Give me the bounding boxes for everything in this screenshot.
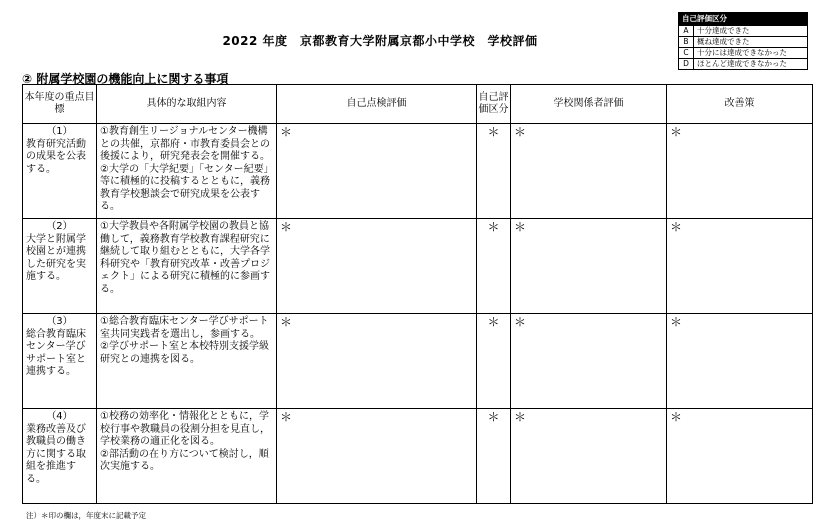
self-eval-cell [277,219,477,314]
action-item: ②大学の「大学紀要」「センター紀要」等に積極的に投稿するとともに，義務教育学校懇談会で研究成果を公表する。 [100,163,270,212]
legend-text: 概ね達成できた [697,37,750,46]
goal-cell [23,219,97,314]
header-improvement: 改善策 [667,85,813,124]
legend-text: 十分達成できた [697,26,750,35]
pending-mark: ＊ [670,410,683,424]
header-goal: 本年度の重点目標 [23,85,97,124]
action-item: ①総合教育臨床センター学びサポート室共同実践者を選出し，参画する。 [100,316,269,340]
legend-row [679,58,807,69]
goal-cell [23,124,97,219]
category-cell [477,124,511,219]
legend-text: ほとんど達成できなかった [697,59,787,68]
header-actions: 具体的な取組内容 [97,85,277,124]
actions-cell [97,219,277,314]
legend-row [679,47,807,58]
pending-mark: ＊ [514,315,527,329]
self-eval-cell [277,124,477,219]
pending-mark: ＊ [280,125,293,139]
goal-text: 大学と附属学校園とが連携した研究を実施する。 [26,233,86,282]
pending-mark: ＊ [487,125,500,139]
goal-number: （1） [46,126,73,137]
goal-text: 業務改善及び教職員の働き方に関する取組を推進する。 [26,423,86,485]
pending-mark: ＊ [670,315,683,329]
improvement-cell [667,409,813,504]
footnote: 注）＊印の欄は，年度末に記載予定 [26,511,146,520]
header-category: 自己評価区分 [477,85,511,124]
improvement-cell [667,124,813,219]
goal-cell [23,314,97,409]
evaluation-legend [678,12,808,70]
table-row [23,409,813,504]
header-self-eval: 自己点検評価 [277,85,477,124]
legend-row [679,25,807,36]
pending-mark: ＊ [280,220,293,234]
pending-mark: ＊ [670,125,683,139]
table-row [23,219,813,314]
stakeholder-cell [511,314,667,409]
actions-cell [97,124,277,219]
improvement-cell [667,314,813,409]
pending-mark: ＊ [514,125,527,139]
action-item: ①大学教員や各附属学校園の教員と協働して，義務教育学校教育課程研究に継続して取り組むとともに，大学各学科研究や「教育研究改革・改善プロジェクト」による研究に積極的に参画する。 [100,221,270,295]
legend-code: C [679,48,694,58]
pending-mark: ＊ [514,410,527,424]
legend-row [679,36,807,47]
pending-mark: ＊ [487,220,500,234]
table-row [23,314,813,409]
pending-mark: ＊ [280,315,293,329]
goal-number: （3） [46,316,73,327]
pending-mark: ＊ [280,410,293,424]
legend-title: 自己評価区分 [679,13,807,25]
self-eval-cell [277,409,477,504]
category-cell [477,219,511,314]
stakeholder-cell [511,219,667,314]
pending-mark: ＊ [487,315,500,329]
pending-mark: ＊ [670,220,683,234]
section-title: ② 附属学校園の機能向上に関する事項 [22,72,229,86]
goal-number: （4） [46,411,73,422]
header-row [23,85,813,124]
legend-code: D [679,59,694,69]
goal-text: 総合教育臨床センター学びサポート室と連携する。 [26,328,86,377]
category-cell [477,314,511,409]
pending-mark: ＊ [487,410,500,424]
action-item: ②学びサポート室と本校特別支援学級研究との連携を図る。 [100,341,269,365]
page-title: 2022 年度 京都教育大学附属京都小中学校 学校評価 [222,34,538,48]
category-cell [477,409,511,504]
legend-code: B [679,37,694,47]
evaluation-table [22,84,813,504]
goal-text: 教育研究活動の成果を公表する。 [26,138,86,175]
table-row [23,124,813,219]
legend-text: 十分には達成できなかった [697,48,787,57]
header-stakeholder: 学校関係者評価 [511,85,667,124]
goal-cell [23,409,97,504]
goal-number: （2） [46,221,73,232]
improvement-cell [667,219,813,314]
stakeholder-cell [511,124,667,219]
actions-cell [97,314,277,409]
action-item: ①校務の効率化・情報化とともに，学校行事や教職員の役割分担を見直し，学校業務の適正化を図る。 [100,411,270,447]
self-eval-cell [277,314,477,409]
action-item: ①教育創生リージョナルセンター機構との共催，京都府・市教育委員会との後援により，研究発表会を開催する。 [100,126,270,162]
actions-cell [97,409,277,504]
legend-code: A [679,26,694,36]
pending-mark: ＊ [514,220,527,234]
action-item: ②部活動の在り方について検討し，順次実施する。 [100,448,269,472]
stakeholder-cell [511,409,667,504]
